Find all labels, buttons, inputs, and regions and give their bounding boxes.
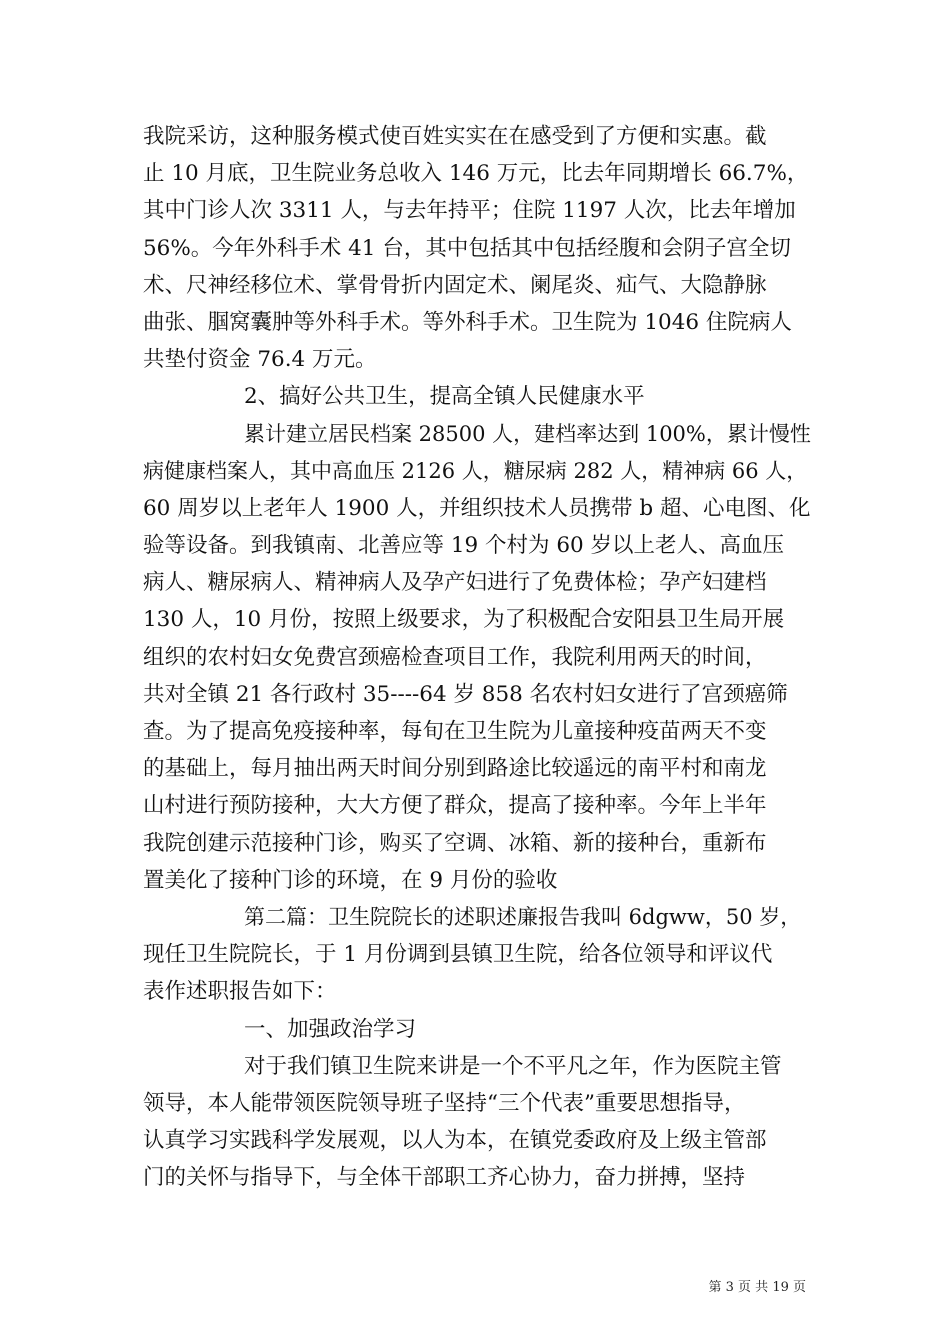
text-line: 我院创建示范接种门诊，购买了空调、冰箱、新的接种台，重新布	[143, 830, 767, 856]
text-line: 验等设备。到我镇南、北善应等 19 个村为 60 岁以上老人、高血压	[143, 533, 785, 559]
article-title-line: 第二篇：卫生院院长的述职述廉报告我叫 6dgww，50 岁，	[244, 904, 802, 929]
text-line: 组织的农村妇女免费宫颈癌检查项目工作，我院利用两天的时间，	[143, 644, 767, 670]
text-line: 查。为了提高免疫接种率，每旬在卫生院为儿童接种疫苗两天不变	[143, 719, 767, 744]
text-line: 门的关怀与指导下，与全体干部职工齐心协力，奋力拼搏，坚持	[143, 1165, 746, 1191]
page-number-footer: 第 3 页 共 19 页	[708, 1280, 806, 1295]
text-line: 病人、糖尿病人、精神病人及孕产妇进行了免费体检；孕产妇建档	[143, 570, 767, 596]
text-line: 认真学习实践科学发展观，以人为本，在镇党委政府及上级主管部	[143, 1128, 767, 1154]
text-line: 病健康档案人，其中高血压 2126 人，糖尿病 282 人，精神病 66 人，	[143, 458, 808, 483]
text-line: 的基础上，每月抽出两天时间分别到路途比较遥远的南平村和南龙	[143, 756, 767, 782]
text-line: 我院采访，这种服务模式使百姓实实在在感受到了方便和实惠。截	[143, 124, 767, 149]
text-line: 共对全镇 21 各行政村 35----64 岁 858 名农村妇女进行了宫颈癌筛	[143, 681, 788, 707]
text-line: 曲张、腘窝囊肿等外科手术。等外科手术。卫生院为 1046 住院病人	[143, 309, 792, 335]
text-line: 置美化了接种门诊的环境，在 9 月份的验收	[143, 867, 558, 893]
text-line: 止 10 月底，卫生院业务总收入 146 万元，比去年同期增长 66.7%，	[143, 161, 809, 187]
body-text	[143, 118, 813, 1196]
text-line: 领导，本人能带领医院领导班子坚持“三个代表”重要思想指导，	[143, 1090, 746, 1116]
text-line: 其中门诊人次 3311 人，与去年持平；住院 1197 人次，比去年增加	[143, 198, 796, 224]
section-heading: 2、搞好公共卫生，提高全镇人民健康水平	[244, 384, 645, 410]
text-line: 对于我们镇卫生院来讲是一个不平凡之年，作为医院主管	[244, 1053, 782, 1079]
text-line: 现任卫生院院长，于 1 月份调到县镇卫生院，给各位领导和评议代	[143, 942, 773, 968]
text-line: 共垫付资金 76.4 万元。	[143, 347, 377, 373]
section-heading: 一、加强政治学习	[244, 1016, 417, 1042]
text-line: 术、尺神经移位术、掌骨骨折内固定术、阑尾炎、疝气、大隐静脉	[143, 272, 767, 298]
text-line: 130 人，10 月份，按照上级要求，为了积极配合安阳县卫生局开展	[143, 607, 785, 633]
text-line: 56%。今年外科手术 41 台，其中包括其中包括经腹和会阴子宫全切	[143, 235, 791, 261]
text-line: 累计建立居民档案 28500 人，建档率达到 100%，累计慢性	[244, 421, 811, 446]
text-line: 山村进行预防接种，大大方便了群众，提高了接种率。今年上半年	[143, 793, 767, 819]
text-line: 60 周岁以上老年人 1900 人，并组织技术人员携带 b 超、心电图、化	[143, 495, 811, 521]
text-line: 表作述职报告如下：	[143, 979, 337, 1005]
